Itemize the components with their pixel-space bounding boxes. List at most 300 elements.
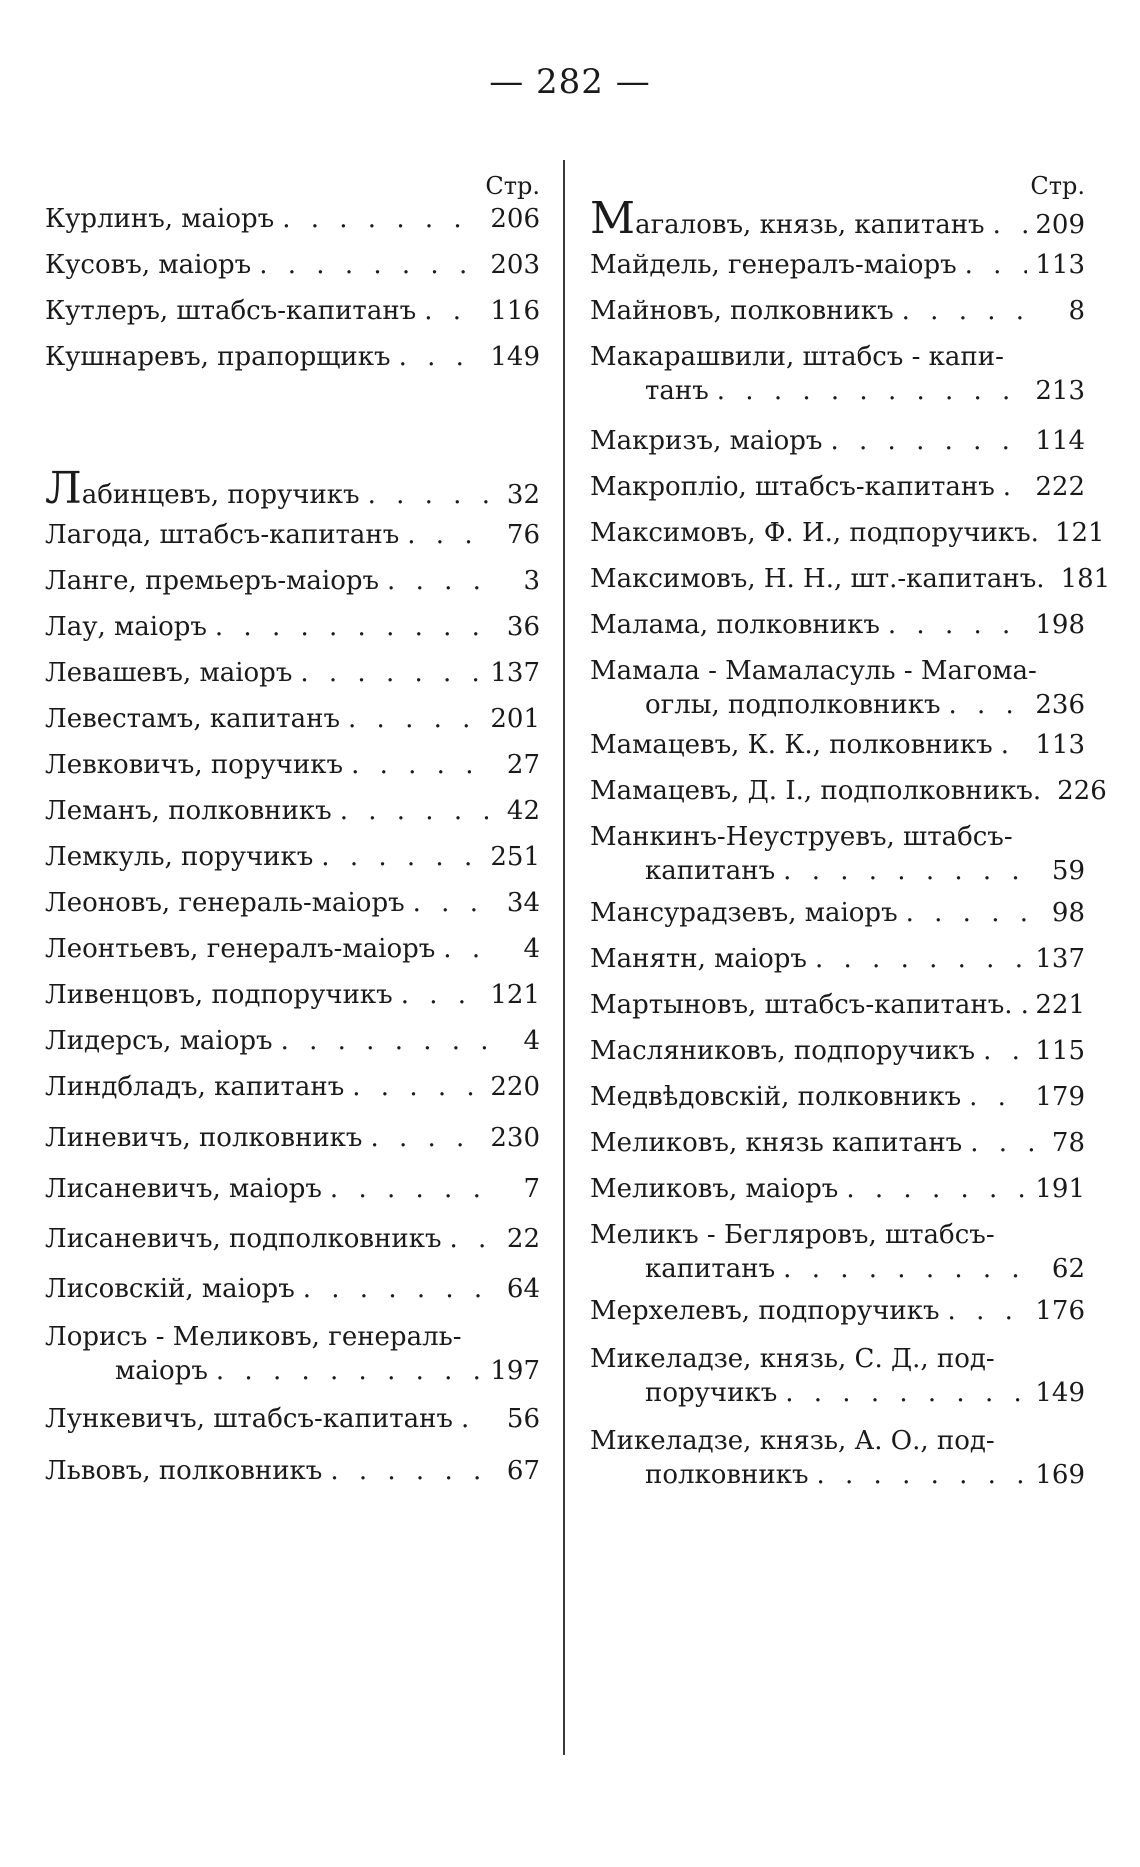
dot-leader [949, 688, 1028, 722]
entry-name-text: Макарашвили, штабсъ - капи- [590, 342, 1004, 372]
entry-page-number: 191 [1035, 1174, 1085, 1204]
index-entry [590, 193, 1085, 244]
index-entry [45, 564, 540, 598]
entry-line [590, 1424, 1085, 1458]
entry-name-text: Леманъ, полковникъ [45, 796, 332, 826]
index-entry [45, 463, 540, 514]
index-entry [45, 202, 540, 236]
entry-name-text: Мансурадзевъ, маіоръ [590, 898, 898, 928]
dot-leader [330, 1454, 488, 1488]
entry-name [45, 748, 343, 782]
dot-leader [783, 1252, 1033, 1286]
entry-line [45, 1272, 540, 1306]
entry-page-number: 251 [490, 842, 540, 872]
entry-line [590, 340, 1085, 374]
entry-line [590, 1126, 1085, 1160]
entry-page-number: 78 [1051, 1128, 1085, 1158]
entry-name-text: Леонтьевъ, генералъ-маіоръ [45, 934, 436, 964]
entry-line [590, 294, 1085, 328]
entry-name [590, 340, 1004, 374]
index-entry [590, 470, 1085, 504]
entry-line [45, 1024, 540, 1058]
entry-page-number: 27 [506, 750, 540, 780]
entry-name-text: Курлинъ, маіоръ [45, 204, 275, 234]
entry-name [45, 1402, 453, 1436]
entry-line [590, 1218, 1085, 1252]
index-entry [590, 774, 1107, 808]
entry-page-number: 62 [1051, 1254, 1085, 1284]
entry-name-text: Лисаневичъ, подполковникъ [45, 1224, 442, 1254]
entry-continuation-text: капитанъ [645, 1254, 776, 1284]
entry-name [45, 840, 313, 874]
index-entry [45, 794, 540, 828]
entry-name-text: Мерхелевъ, подпоручикъ [590, 1296, 940, 1326]
index-entry [590, 654, 1085, 722]
entry-line [45, 978, 540, 1012]
entry-name-text: Левестамъ, капитанъ [45, 704, 341, 734]
entry-line [45, 248, 540, 282]
entry-line [45, 1070, 540, 1104]
entry-line [45, 794, 540, 828]
entry-name-text: Мамацевъ, К. К., полковникъ [590, 730, 993, 760]
entry-name-text: Лункевичъ, штабсъ-капитанъ [45, 1404, 453, 1434]
entry-name [45, 1272, 295, 1306]
index-entry [590, 294, 1085, 328]
index-entry [590, 728, 1085, 762]
entry-line [45, 840, 540, 874]
dot-leader [216, 1354, 482, 1388]
entry-name [45, 1024, 273, 1058]
dot-leader [902, 294, 1033, 328]
entry-name-text: Микеладзе, князь, А. О., под- [590, 1426, 995, 1456]
index-entry [590, 340, 1085, 408]
entry-page-number: 36 [506, 612, 540, 642]
index-entry [45, 1222, 540, 1256]
entry-page-number: 169 [1035, 1460, 1085, 1490]
entry-page-number: 137 [490, 658, 540, 688]
entry-page-number: 206 [490, 204, 540, 234]
dot-leader [370, 1121, 482, 1155]
entry-name-text: Меликъ - Бегляровъ, штабсъ- [590, 1220, 995, 1250]
index-entry [45, 1454, 540, 1488]
entry-line [45, 564, 540, 598]
entry-line [590, 942, 1085, 976]
entry-name [45, 340, 391, 374]
index-entry [590, 516, 1105, 550]
entry-page-number: 213 [1035, 376, 1085, 406]
index-entry [590, 942, 1085, 976]
entry-continuation-text: оглы, подполковникъ [645, 690, 941, 720]
entry-line [45, 1320, 540, 1354]
entry-page-number: 116 [490, 296, 540, 326]
index-entry [45, 340, 540, 374]
entry-line [45, 932, 540, 966]
entry-name-text: Мартыновъ, штабсъ-капитанъ. [590, 990, 1013, 1020]
entry-page-number: 3 [523, 566, 540, 596]
index-entry [45, 978, 540, 1012]
entry-name-text: Лисовскій, маіоръ [45, 1274, 295, 1304]
entry-line [45, 294, 540, 328]
entry-page-number: 59 [1051, 856, 1085, 886]
index-entry [45, 886, 540, 920]
entry-name [590, 728, 993, 762]
dot-leader [348, 702, 482, 736]
dot-leader [1021, 988, 1028, 1022]
dot-leader [965, 248, 1028, 282]
dot-leader [461, 1402, 488, 1436]
entry-page-number: 149 [490, 342, 540, 372]
entry-page-number: 8 [1068, 296, 1085, 326]
entry-continuation-text: полковникъ [645, 1460, 809, 1490]
index-entry [590, 896, 1085, 930]
entry-name-text: Лемкуль, поручикъ [45, 842, 314, 872]
entry-line [590, 516, 1105, 550]
dot-leader [983, 1034, 1027, 1068]
dot-leader [259, 248, 482, 282]
entry-name-text: Лау, маіоръ [45, 612, 207, 642]
entry-name [45, 294, 416, 328]
index-entry [590, 988, 1085, 1022]
entry-line [590, 820, 1085, 854]
entry-line [590, 193, 1085, 244]
entry-name-text: Майдель, генералъ-маіоръ [590, 250, 957, 280]
entry-line [45, 1402, 540, 1436]
entry-name [590, 562, 1045, 596]
entry-page-number: 226 [1057, 776, 1107, 806]
entry-name [45, 702, 340, 736]
entry-line [45, 1121, 540, 1155]
dot-leader [351, 748, 488, 782]
entry-page-number: 121 [490, 980, 540, 1010]
entry-name [590, 654, 1037, 688]
entry-name-text: абинцевъ, поручикъ [81, 480, 360, 510]
entry-page-number: 121 [1054, 518, 1105, 548]
index-entry [590, 562, 1111, 596]
entry-name [590, 193, 985, 244]
entry-page-number: 176 [1035, 1296, 1085, 1326]
index-entry [45, 1320, 540, 1388]
right-column [590, 170, 1111, 1490]
dot-leader [830, 424, 1027, 458]
entry-name-text: Майновъ, полковникъ [590, 296, 894, 326]
entry-name [45, 610, 207, 644]
entry-name [45, 564, 379, 598]
entry-name-text: Лисаневичъ, маіоръ [45, 1174, 322, 1204]
entry-continuation-line [590, 688, 1085, 722]
dot-leader [303, 1272, 488, 1306]
index-entry [590, 1172, 1085, 1206]
entry-name-text: Левашевъ, маіоръ [45, 658, 293, 688]
section-initial: Л [45, 463, 82, 514]
dot-leader [215, 610, 488, 644]
entry-name [45, 248, 251, 282]
entry-line [590, 654, 1085, 688]
entry-name [590, 470, 995, 504]
dot-leader [424, 294, 482, 328]
index-entry [45, 1121, 540, 1155]
entry-page-number: 209 [1035, 210, 1085, 240]
entry-continuation-text: маіоръ [115, 1356, 208, 1386]
index-entry [590, 1034, 1085, 1068]
section-initial: М [590, 193, 636, 244]
entry-name-text: Масляниковъ, подпоручикъ [590, 1036, 976, 1066]
entry-name [45, 932, 435, 966]
entry-page-number: 115 [1035, 1036, 1085, 1066]
entry-name-text: Ланге, премьеръ-маіоръ [45, 566, 380, 596]
index-entry [45, 294, 540, 328]
entry-name-text: Максимовъ, Ф. И., подпоручикъ. [590, 518, 1039, 548]
entry-name [45, 1222, 442, 1256]
entry-page-number: 113 [1035, 250, 1085, 280]
dot-leader [450, 1222, 488, 1256]
right-column-header: Стр. [1030, 172, 1085, 200]
entry-line [45, 202, 540, 236]
entry-page-number: 32 [506, 480, 540, 510]
entry-line [590, 470, 1085, 504]
index-entry [590, 1342, 1085, 1410]
entry-name [45, 1070, 344, 1104]
entry-line [590, 988, 1085, 1022]
entry-continuation-line [45, 1354, 540, 1388]
entry-continuation-line [590, 854, 1085, 888]
entry-name [590, 1172, 838, 1206]
entry-name-text: Мамацевъ, Д. І., подполковникъ. [590, 776, 1042, 806]
dot-leader [846, 1172, 1027, 1206]
entry-line [45, 1172, 540, 1206]
dot-leader [783, 854, 1033, 888]
entry-name-text: Кутлеръ, штабсъ-капитанъ [45, 296, 417, 326]
index-entry [590, 1080, 1085, 1114]
entry-page-number: 42 [506, 796, 540, 826]
entry-page-number: 221 [1035, 990, 1085, 1020]
entry-page-number: 230 [490, 1123, 540, 1153]
index-entry [45, 518, 540, 552]
index-entry [590, 1424, 1085, 1492]
entry-name [45, 794, 332, 828]
entry-name [590, 1126, 962, 1160]
dot-leader [888, 608, 1027, 642]
index-entry [45, 1172, 540, 1206]
index-entry [45, 1402, 540, 1436]
dot-leader [443, 932, 488, 966]
entry-page-number: 64 [506, 1274, 540, 1304]
entry-name [45, 978, 393, 1012]
left-column-header: Стр. [485, 172, 540, 200]
entry-line [590, 424, 1085, 458]
index-entry [45, 656, 540, 690]
entry-name-text: Лагода, штабсъ-капитанъ [45, 520, 400, 550]
index-entry [45, 932, 540, 966]
dot-leader [1001, 728, 1028, 762]
index-entry [590, 1126, 1085, 1160]
dot-leader [282, 202, 482, 236]
entry-line [45, 656, 540, 690]
entry-page-number: 181 [1060, 564, 1111, 594]
index-entry [590, 424, 1085, 458]
entry-name [590, 896, 898, 930]
entry-page-number: 201 [490, 704, 540, 734]
entry-name-text: Кушнаревъ, прапорщикъ [45, 342, 391, 372]
entry-name [45, 656, 292, 690]
dot-leader [407, 518, 488, 552]
index-entry [45, 748, 540, 782]
index-entry [590, 248, 1085, 282]
entry-name [590, 1080, 961, 1114]
entry-name-text: Малама, полковникъ [590, 610, 880, 640]
entry-name-text: Макризъ, маіоръ [590, 426, 823, 456]
entry-name-text: Манкинъ-Неуструевъ, штабсъ- [590, 822, 1013, 852]
entry-name-text: Меликовъ, маіоръ [590, 1174, 839, 1204]
index-entry [590, 1294, 1085, 1328]
dot-leader [330, 1172, 488, 1206]
entry-name-text: Линевичъ, полковникъ [45, 1123, 363, 1153]
entry-line [45, 1454, 540, 1488]
entry-line [590, 896, 1085, 930]
entry-name-text: Мамала - Мамаласуль - Магома- [590, 656, 1037, 686]
entry-name [45, 886, 405, 920]
entry-continuation-text: поручикъ [645, 1378, 778, 1408]
entry-page-number: 222 [1035, 472, 1085, 502]
dot-leader [1003, 470, 1028, 504]
entry-page-number: 56 [506, 1404, 540, 1434]
entry-line [45, 610, 540, 644]
dot-leader [399, 340, 483, 374]
entry-name [590, 1034, 975, 1068]
column-divider [563, 160, 565, 1755]
dot-leader [352, 1070, 482, 1104]
index-entry [590, 608, 1085, 642]
entry-name-text: Макропліо, штабсъ-капитанъ [590, 472, 995, 502]
index-entry [45, 1070, 540, 1104]
entry-page-number: 98 [1051, 898, 1085, 928]
entry-page-number: 236 [1035, 690, 1085, 720]
entry-page-number: 197 [490, 1356, 540, 1386]
entry-name [45, 1172, 322, 1206]
entry-line [590, 774, 1107, 808]
entry-name-text: Леоновъ, генераль-маіоръ [45, 888, 405, 918]
entry-line [45, 748, 540, 782]
left-column [45, 170, 540, 1486]
entry-line [45, 702, 540, 736]
entry-line [45, 518, 540, 552]
index-entry [45, 1024, 540, 1058]
dot-leader [815, 942, 1027, 976]
index-entry [45, 1272, 540, 1306]
entry-line [45, 463, 540, 514]
entry-name [45, 1121, 362, 1155]
entry-name [590, 1342, 995, 1376]
entry-name [590, 608, 880, 642]
entry-page-number: 203 [490, 250, 540, 280]
entry-page-number: 179 [1035, 1082, 1085, 1112]
entry-continuation-line [590, 374, 1085, 408]
dot-leader [387, 564, 488, 598]
index-entry [45, 248, 540, 282]
entry-page-number: 198 [1035, 610, 1085, 640]
entry-page-number: 114 [1035, 426, 1085, 456]
entry-line [45, 1222, 540, 1256]
entry-page-number: 67 [506, 1456, 540, 1486]
entry-line [45, 340, 540, 374]
entry-continuation-line [590, 1252, 1085, 1286]
entry-name [590, 820, 1013, 854]
entry-name [590, 774, 1041, 808]
entry-name [590, 294, 894, 328]
entry-continuation-line [590, 1458, 1085, 1492]
entry-page-number: 34 [506, 888, 540, 918]
entry-page-number: 4 [523, 1026, 540, 1056]
entry-name-text: Кусовъ, маіоръ [45, 250, 252, 280]
entry-page-number: 137 [1035, 944, 1085, 974]
entry-line [590, 1080, 1085, 1114]
dot-leader [817, 1458, 1028, 1492]
entry-line [590, 608, 1085, 642]
entry-name-text: Лидерсъ, маіоръ [45, 1026, 273, 1056]
entry-name-text: Медвѣдовскій, полковникъ [590, 1082, 962, 1112]
index-entry [590, 820, 1085, 888]
entry-page-number: 149 [1035, 1378, 1085, 1408]
dot-leader [948, 1294, 1028, 1328]
entry-name-text: Лорисъ - Меликовъ, генераль- [45, 1322, 462, 1352]
entry-page-number: 76 [506, 520, 540, 550]
entry-line [590, 562, 1111, 596]
entry-name [45, 463, 360, 514]
entry-name [590, 942, 807, 976]
entry-name-text: Ливенцовъ, подпоручикъ [45, 980, 393, 1010]
entry-continuation-text: капитанъ [645, 856, 776, 886]
dot-leader [785, 1376, 1027, 1410]
dot-leader [340, 794, 488, 828]
dot-leader [906, 896, 1033, 930]
entry-name [590, 1294, 940, 1328]
entry-continuation-line [590, 1376, 1085, 1410]
entry-name [45, 1454, 322, 1488]
index-entry [45, 702, 540, 736]
dot-leader [321, 840, 482, 874]
entry-page-number: 22 [506, 1224, 540, 1254]
dot-leader [970, 1126, 1033, 1160]
entry-name-text: Меликовъ, князь капитанъ [590, 1128, 963, 1158]
entry-name-text: Левковичъ, поручикъ [45, 750, 344, 780]
dot-leader [300, 656, 482, 690]
entry-name-text: Микеладзе, князь, С. Д., под- [590, 1344, 995, 1374]
entry-name [590, 424, 822, 458]
entry-name-text: Манятн, маіоръ [590, 944, 807, 974]
entry-name [590, 248, 957, 282]
entry-name-text: Максимовъ, Н. Н., шт.-капитанъ. [590, 564, 1045, 594]
entry-continuation-text: танъ [645, 376, 709, 406]
entry-page-number: 7 [523, 1174, 540, 1204]
entry-name [45, 1320, 462, 1354]
dot-leader [401, 978, 483, 1012]
entry-name [590, 1424, 995, 1458]
entry-name [45, 202, 274, 236]
entry-line [590, 1294, 1085, 1328]
entry-line [590, 1342, 1085, 1376]
entry-name-text: Линдбладъ, капитанъ [45, 1072, 345, 1102]
dot-leader [413, 886, 488, 920]
index-entry [45, 610, 540, 644]
entry-page-number: 113 [1035, 730, 1085, 760]
dot-leader [993, 208, 1028, 242]
entry-line [590, 1172, 1085, 1206]
dot-leader [281, 1024, 488, 1058]
entry-page-number: 220 [490, 1072, 540, 1102]
index-entry [590, 1218, 1085, 1286]
index-entry [45, 840, 540, 874]
dot-leader [368, 478, 488, 512]
entry-page-number: 4 [523, 934, 540, 964]
